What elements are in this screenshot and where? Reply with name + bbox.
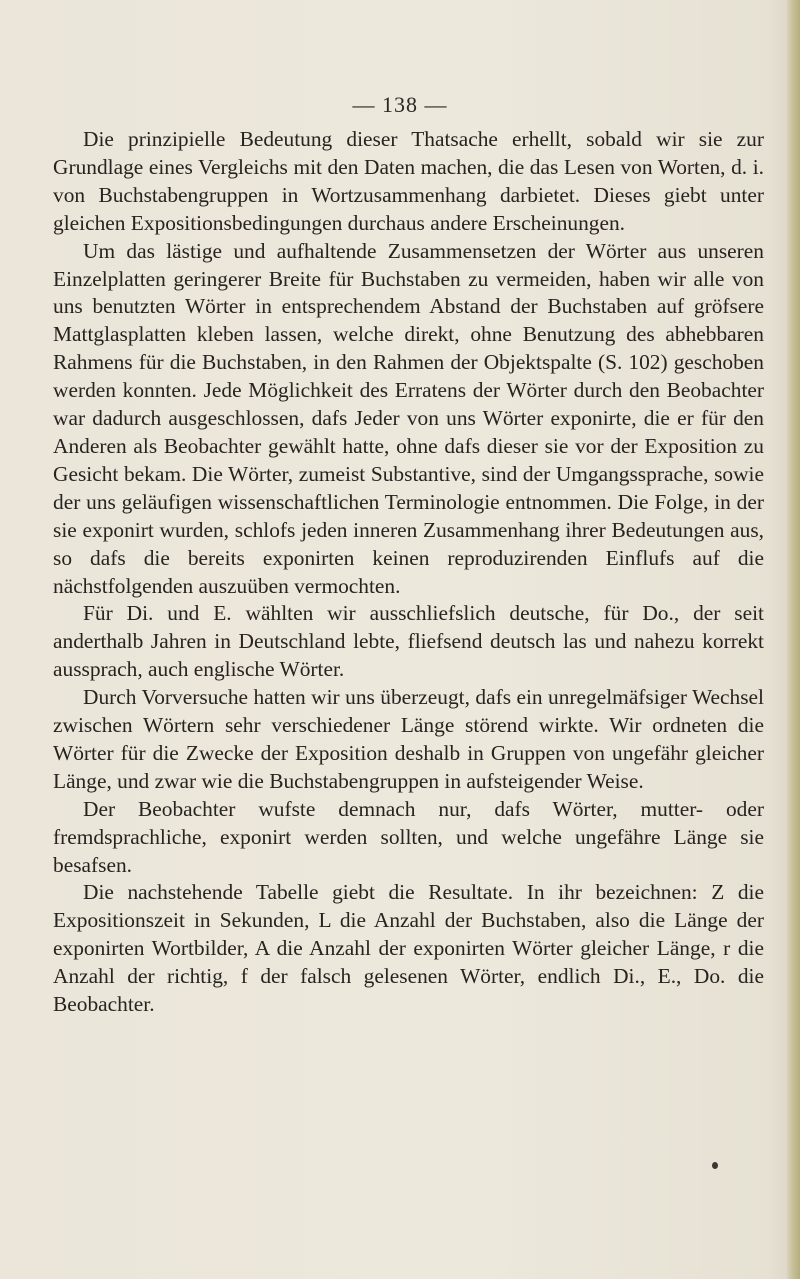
paragraph-3: Für Di. und E. wählten wir ausschliefslich deutsche, für Do., der seit anderthalb Jahren in Deutschland lebte, fliefsend deutsch las und nahezu korrekt aussprach, auch englische Wörter. [53, 601, 764, 682]
paragraph-5: Der Beobachter wufste demnach nur, dafs Wörter, mutter- oder fremdsprachliche, exponirt werden sollten, und welche ungefähre Länge sie besafsen. [53, 796, 764, 877]
body-text [53, 126, 764, 1019]
paragraph-2: Um das lästige und aufhaltende Zusammensetzen der Wörter aus unseren Einzelplatten geringerer Breite für Buchstaben zu vermeiden, haben wir alle von uns benutzten Wörter in entsprechendem Abstand der Buchstaben auf gröfsere Mattglasplatten kleben lassen, welche direkt, ohne Benutzung des abhebbaren Rahmens für die Buchstaben, in den Rahmen der Objektspalte (S. 102) geschoben werden konnten. Jede Möglichkeit des Erratens der Wörter durch den Beobachter war dadurch ausgeschlossen, dafs Jeder von uns Wörter exponirte, die er für den Anderen als Beobachter gewählt hatte, ohne dafs dieser sie vor der Exposition zu Gesicht bekam. Die Wörter, zumeist Substantive, sind der Umgangssprache, sowie der uns geläufigen wissenschaftlichen Terminologie entnommen. Die Folge, in der sie exponirt wurden, schlofs jeden inneren Zusammenhang ihrer Bedeutungen aus, so dafs die bereits exponirten keinen reproduzirenden Einflufs auf die nächstfolgenden auszuüben vermochten. [53, 238, 764, 598]
paragraph-4: Durch Vorversuche hatten wir uns überzeugt, dafs ein unregelmäfsiger Wechsel zwischen Wörtern sehr verschiedener Länge störend wirkte. Wir ordneten die Wörter für die Zwecke der Exposition deshalb in Gruppen von ungefähr gleicher Länge, und zwar wie die Buchstabengruppen in aufsteigender Weise. [53, 685, 764, 793]
paragraph-6: Die nachstehende Tabelle giebt die Resultate. In ihr bezeichnen: Z die Expositionszeit in Sekunden, L die Anzahl der Buchstaben, also die Länge der exponirten Wortbilder, A die Anzahl der exponirten Wörter gleicher Länge, r die Anzahl der richtig, f der falsch gelesenen Wörter, endlich Di., E., Do. die Beobachter. [53, 880, 764, 1017]
page-number: — 138 — [352, 92, 448, 117]
paragraph-1: Die prinzipielle Bedeutung dieser Thatsache erhellt, sobald wir sie zur Grundlage eines Vergleichs mit den Daten machen, die das Lesen von Worten, d. i. von Buchstabengruppen in Wortzusammenhang darbietet. Dieses giebt unter gleichen Expositionsbedingungen durchaus andere Erscheinungen. [53, 127, 764, 235]
ink-spot [712, 1162, 718, 1169]
page-edge-shadow [786, 0, 800, 1279]
